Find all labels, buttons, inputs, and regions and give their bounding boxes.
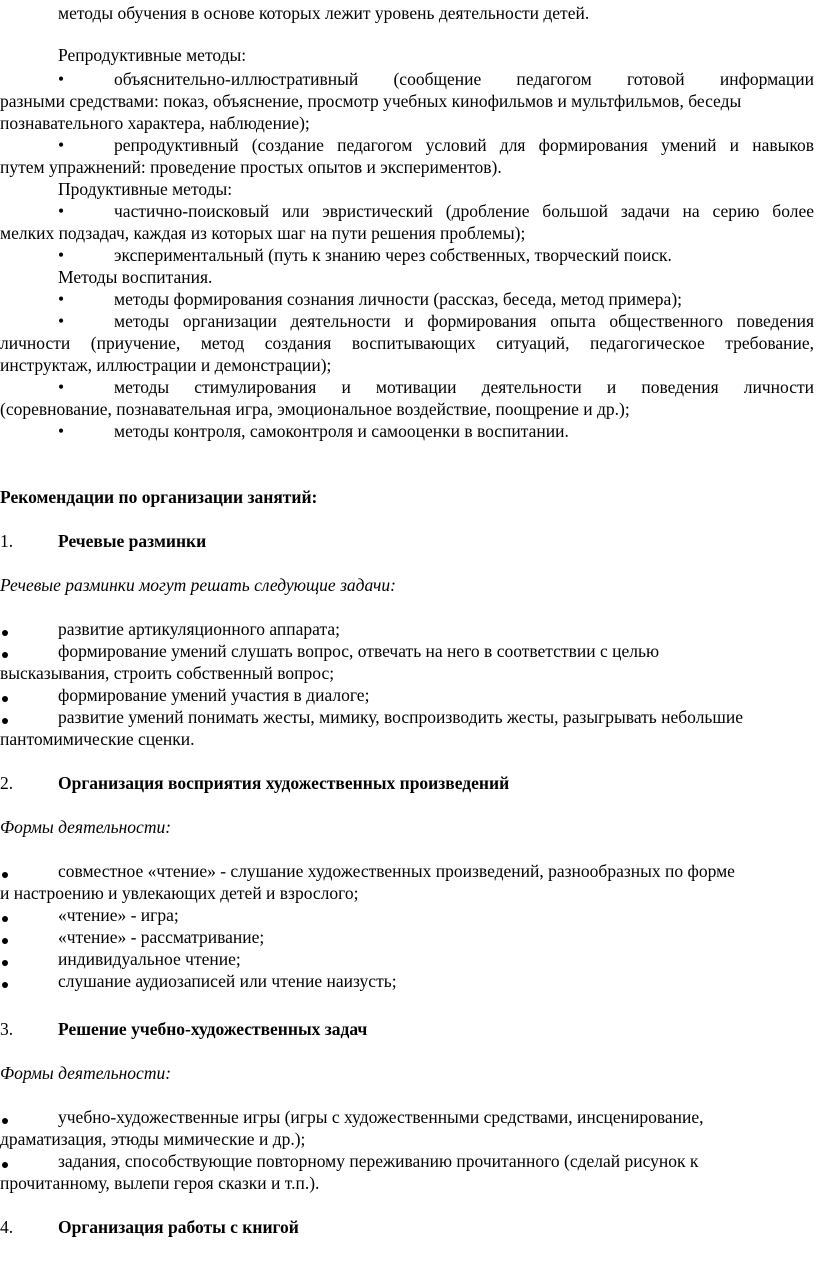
section2-number: 2. (0, 773, 14, 793)
bullet-dot (2, 718, 8, 724)
bullet-dot (2, 872, 8, 878)
productive-item1-line2: мелких подзадач, каждая из которых шаг на пути решения проблемы); (0, 223, 526, 243)
section1-item2-line1: формирование умений слушать вопрос, отвечать на него в соответствии с целью (58, 641, 660, 661)
upbringing-item3-line1: методы стимулирования и мотивации деятельности и поведения личности (114, 377, 814, 397)
reproductive-item1-line2: разными средствами: показ, объяснение, просмотр учебных кинофильмов и мультфильмов, беседы (0, 91, 742, 111)
section1-item4-line1: развитие умений понимать жесты, мимику, воспроизводить жесты, разыгрывать небольшие (58, 707, 744, 727)
section2-item5-line1: слушание аудиозаписей или чтение наизусть; (58, 971, 397, 991)
upbringing-item1-line1: методы формирования сознания личности (рассказ, беседа, метод примера); (114, 289, 683, 309)
section2-item1-line1: совместное «чтение» - слушание художественных произведений, разнообразных по форме (58, 861, 735, 881)
section2-item3-line1: «чтение» - рассматривание; (58, 927, 265, 947)
bullet-dot (2, 960, 8, 966)
reproductive-heading: Репродуктивные методы: (58, 45, 247, 65)
upbringing-item3-line2: (соревнование, познавательная игра, эмоциональное воздействие, поощрение и др.); (0, 399, 630, 419)
methods-intro: методы обучения в основе которых лежит уровень деятельности детей. (58, 3, 590, 23)
section1-intro: Речевые разминки могут решать следующие задачи: (0, 575, 396, 595)
section4-title: Организация работы с книгой (58, 1217, 299, 1237)
bullet-dot (2, 938, 8, 944)
bullet-dot (2, 982, 8, 988)
section2-title: Организация восприятия художественных произведений (58, 773, 510, 793)
upbringing-heading: Методы воспитания. (58, 267, 213, 287)
reproductive-item1-line3: познавательного характера, наблюдение); (0, 113, 310, 133)
section2-item4-line1: индивидуальное чтение; (58, 949, 241, 969)
section1-item4-line2: пантомимические сценки. (0, 729, 195, 749)
bullet-dot (2, 696, 8, 702)
section4-number: 4. (0, 1217, 14, 1237)
bullet-symbol: • (58, 69, 65, 89)
upbringing-item2-line3: инструктаж, иллюстрации и демонстрации); (0, 355, 332, 375)
section1-item3-line1: формирование умений участия в диалоге; (58, 685, 370, 705)
section3-item1-line1: учебно-художественные игры (игры с художественными средствами, инсценирование, (58, 1107, 704, 1127)
bullet-symbol: • (58, 135, 65, 155)
upbringing-item2-line1: методы организации деятельности и формирования опыта общественного поведения (114, 311, 814, 331)
section1-title: Речевые разминки (58, 531, 207, 551)
section3-item2-line2: прочитанному, вылепи героя сказки и т.п.). (0, 1173, 320, 1193)
bullet-dot (2, 916, 8, 922)
bullet-symbol: • (58, 421, 65, 441)
bullet-dot (2, 1118, 8, 1124)
bullet-dot (2, 630, 8, 636)
reproductive-item1-line1: объяснительно-иллюстративный (сообщение педагогом готовой информации (114, 69, 814, 89)
bullet-symbol: • (58, 201, 65, 221)
bullet-dot (2, 652, 8, 658)
section3-intro: Формы деятельности: (0, 1063, 172, 1083)
section1-number: 1. (0, 531, 14, 551)
upbringing-item2-line2: личности (приучение, метод создания воспитывающих ситуаций, педагогическое требование, (0, 333, 814, 353)
bullet-symbol: • (58, 311, 65, 331)
bullet-symbol: • (58, 245, 65, 265)
productive-item1-line1: частично-поисковый или эвристический (дробление большой задачи на серию более (114, 201, 814, 221)
section3-title: Решение учебно-художественных задач (58, 1019, 368, 1039)
section2-item2-line1: «чтение» - игра; (58, 905, 179, 925)
recommendations-heading: Рекомендации по организации занятий: (0, 487, 318, 507)
productive-item2-line1: экспериментальный (путь к знанию через собственных, творческий поиск. (114, 245, 672, 265)
section3-item1-line2: драматизация, этюды мимические и др.); (0, 1129, 306, 1149)
section2-item1-line2: и настроению и увлекающих детей и взрослого; (0, 883, 359, 903)
bullet-symbol: • (58, 377, 65, 397)
section3-number: 3. (0, 1019, 14, 1039)
reproductive-item2-line1: репродуктивный (создание педагогом условий для формирования умений и навыков (114, 135, 814, 155)
upbringing-item4-line1: методы контроля, самоконтроля и самооценки в воспитании. (114, 421, 569, 441)
bullet-symbol: • (58, 289, 65, 309)
section3-item2-line1: задания, способствующие повторному переживанию прочитанного (сделай рисунок к (58, 1151, 699, 1171)
productive-heading: Продуктивные методы: (58, 179, 233, 199)
section1-item2-line2: высказывания, строить собственный вопрос; (0, 663, 335, 683)
section1-item1-line1: развитие артикуляционного аппарата; (58, 619, 340, 639)
section2-intro: Формы деятельности: (0, 817, 172, 837)
bullet-dot (2, 1162, 8, 1168)
reproductive-item2-line2: путем упражнений: проведение простых опытов и экспериментов). (0, 157, 502, 177)
